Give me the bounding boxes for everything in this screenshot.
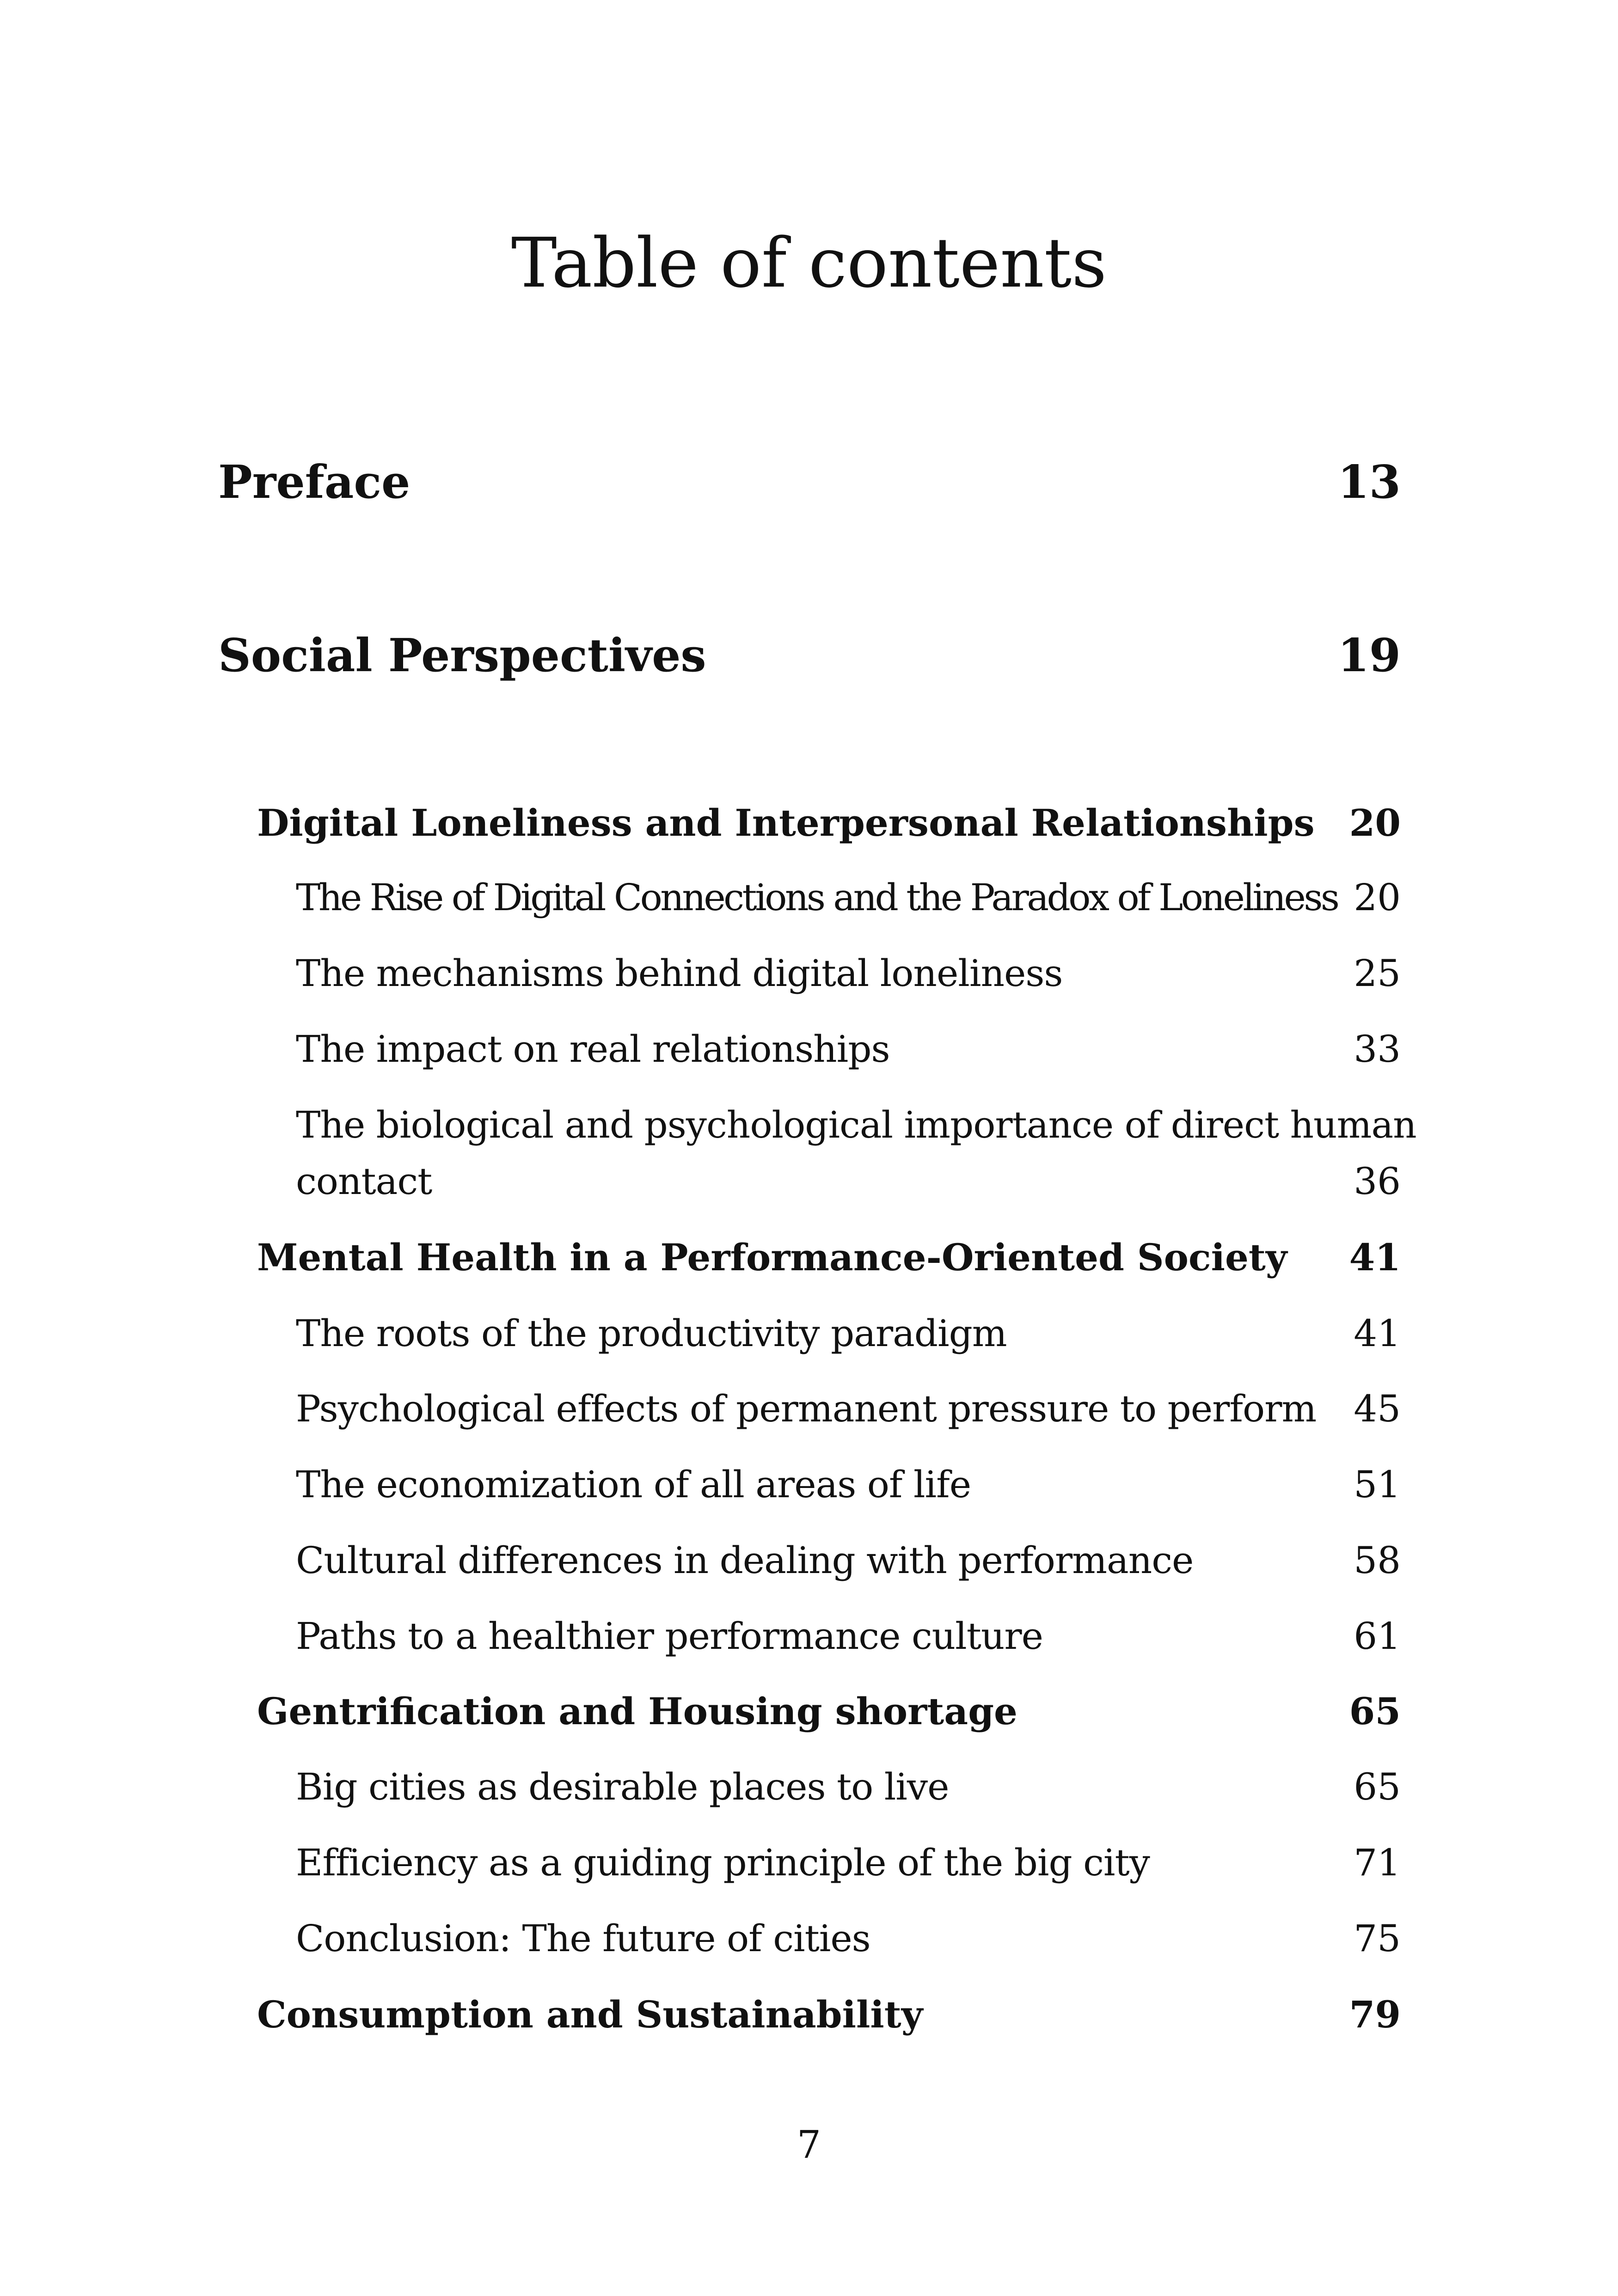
toc-entry-page: 71 [1354,1841,1401,1884]
toc-entry-label: The economization of all areas of life [296,1463,971,1506]
toc-entry-mental-health[interactable] [257,1236,1401,1279]
toc-entry-page: 20 [1349,801,1401,845]
toc-entry-page: 61 [1354,1615,1401,1658]
page-title: Table of contents [511,223,1107,303]
toc-entry-page: 65 [1349,1690,1401,1733]
toc-entry-label: Big cities as desirable places to live [296,1765,949,1808]
toc-entry-page: 25 [1354,952,1401,995]
toc-entry-label: Cultural differences in dealing with performance [296,1539,1194,1582]
toc-entry-label: Preface [218,456,411,509]
toc-entry-page: 33 [1354,1028,1401,1071]
toc-entry-page: 45 [1354,1387,1401,1430]
toc-entry-big-cities[interactable] [296,1765,1401,1808]
toc-entry-label: Digital Loneliness and Interpersonal Relationships [257,801,1315,845]
toc-entry-label: Paths to a healthier performance culture [296,1615,1043,1658]
toc-entry-label: The impact on real relationships [296,1028,890,1071]
toc-entry-page: 36 [1354,1160,1401,1203]
toc-entry-label: Consumption and Sustainability [257,1993,923,2036]
toc-entry-rise-of-digital-connections[interactable] [296,876,1401,919]
toc-entry-page: 20 [1354,876,1401,919]
toc-entry-psychological-effects[interactable] [296,1387,1401,1430]
toc-entry-page: 79 [1349,1993,1401,2036]
toc-entry-digital-loneliness[interactable] [257,801,1401,845]
toc-entry-page: 65 [1354,1765,1401,1808]
toc-entry-label: The mechanisms behind digital loneliness [296,952,1063,995]
toc-entry-consumption[interactable] [257,1993,1401,2036]
page-number: 7 [797,2123,821,2167]
toc-entry-page: 19 [1337,629,1401,682]
toc-entry-label: Social Perspectives [218,629,706,682]
toc-entry-productivity-paradigm[interactable] [296,1312,1401,1355]
toc-entry-page: 51 [1354,1463,1401,1506]
toc-entry-label: Conclusion: The future of cities [296,1917,870,1960]
toc-entry-social-perspectives[interactable] [218,629,1401,682]
toc-entry-label-line-2: contact [296,1160,432,1203]
toc-entry-gentrification[interactable] [257,1690,1401,1733]
toc-entry-preface[interactable] [218,456,1401,509]
toc-entry-label: Efficiency as a guiding principle of the big city [296,1841,1150,1884]
toc-entry-label: Mental Health in a Performance-Oriented Society [257,1236,1287,1279]
toc-entry-future-of-cities[interactable] [296,1917,1401,1960]
toc-entry-biological-importance[interactable] [296,1103,1416,1203]
toc-entry-cultural-differences[interactable] [296,1539,1401,1582]
toc-entry-page: 58 [1354,1539,1401,1582]
toc-entry-mechanisms[interactable] [296,952,1401,995]
toc-entry-economization[interactable] [296,1463,1401,1506]
toc-entry-page: 13 [1337,456,1401,509]
toc-entry-label: The roots of the productivity paradigm [296,1312,1007,1355]
toc-entry-label: Gentrification and Housing shortage [257,1690,1017,1733]
toc-entry-healthier-culture[interactable] [296,1615,1401,1658]
toc-entry-page: 41 [1349,1236,1401,1279]
toc-entry-label: Psychological effects of permanent pressure to perform [296,1387,1317,1430]
toc-entry-page: 75 [1354,1917,1401,1960]
toc-entry-label: The Rise of Digital Connections and the Paradox of Loneliness [296,876,1338,919]
toc-entry-label-line-1: The biological and psychological importance of direct human [296,1103,1416,1146]
toc-entry-impact-on-relationships[interactable] [296,1028,1401,1071]
toc-entry-efficiency[interactable] [296,1841,1401,1884]
toc-entry-page: 41 [1354,1312,1401,1355]
